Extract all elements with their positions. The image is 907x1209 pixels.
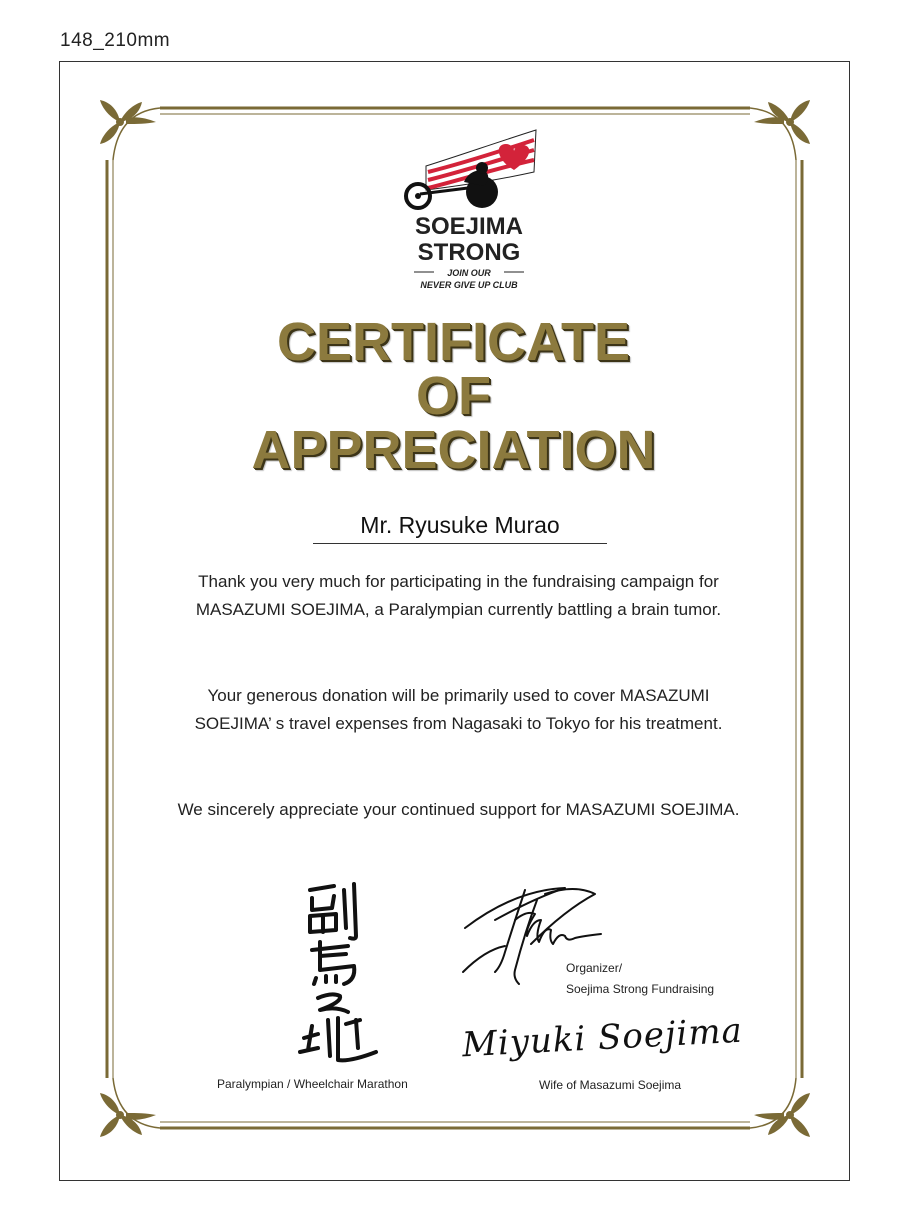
title-line-certificate: CERTIFICATE [277, 312, 630, 372]
recipient-name: Mr. Ryusuke Murao [313, 512, 607, 544]
body-paragraph-3: We sincerely appreciate your continued support for MASAZUMI SOEJIMA. [177, 800, 740, 819]
corner-flourish-bottom-right [754, 1093, 810, 1137]
soejima-strong-logo [398, 128, 540, 294]
corner-flourish-top-left [100, 100, 156, 144]
organizer-caption-line2: Soejima Strong Fundraising [566, 982, 715, 996]
page-size-label: 148_210mm [60, 30, 171, 51]
corner-flourish-top-right [754, 100, 810, 144]
logo-brand-line2: STRONG [417, 239, 521, 266]
logo-tagline1: JOIN OUR [447, 268, 491, 278]
wife-caption: Wife of Masazumi Soejima [539, 1078, 682, 1092]
logo-brand-line1: SOEJIMA [414, 213, 524, 240]
body-paragraph-1: Thank you very much for participating in the fundraising campaign for MASAZUMI SOEJIMA, a Paralympian currently battling a brain tumor. [195, 572, 722, 619]
logo-tagline2: NEVER GIVE UP CLUB [420, 280, 518, 290]
masazumi-signature [290, 880, 390, 1070]
paralympian-caption: Paralympian / Wheelchair Marathon [217, 1077, 408, 1091]
title-line-of: OF [416, 366, 491, 426]
body-paragraph-2: Your generous donation will be primarily used to cover MASAZUMI SOEJIMA’ s travel expenses from Nagasaki to Tokyo for his treatment. [194, 686, 723, 733]
organizer-caption-line1: Organizer/ [566, 961, 623, 975]
corner-flourish-bottom-left [100, 1093, 156, 1137]
title-line-appreciation: APPRECIATION [251, 420, 656, 480]
miyuki-signature: Miyuki Soejima [461, 1010, 744, 1066]
